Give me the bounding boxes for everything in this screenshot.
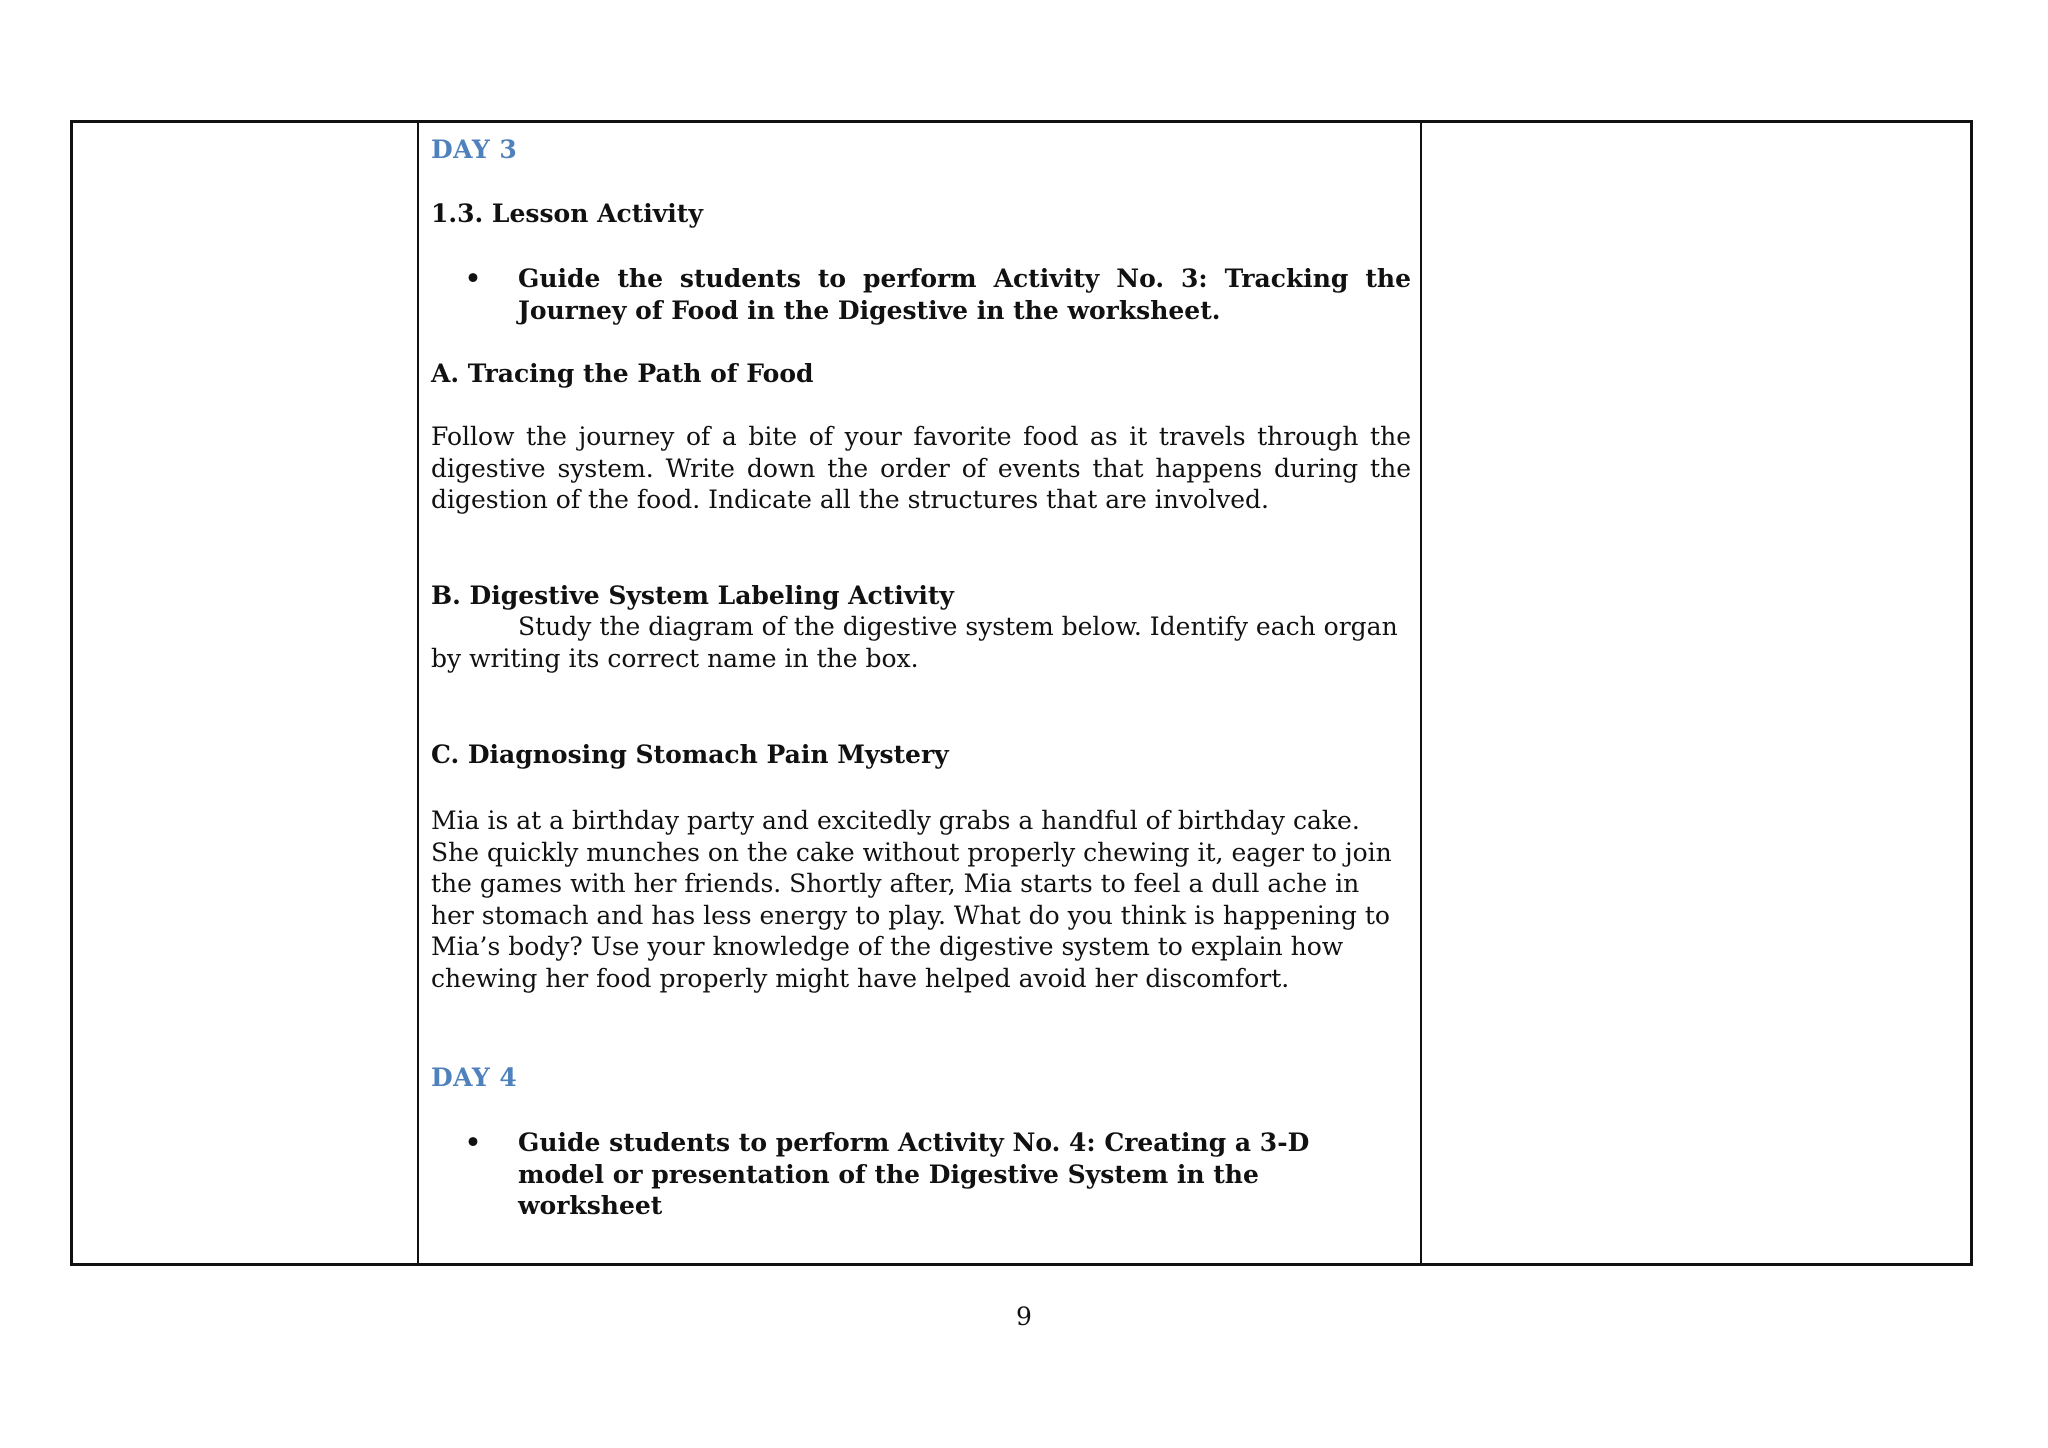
day-4-heading: DAY 4 [431,1063,518,1092]
lesson-activity-heading: 1.3. Lesson Activity [431,199,703,228]
day-3-bullet-item [465,263,1411,327]
day-3-bullet-text: Guide the students to perform Activity No. 3: Tracking the Journey of Food in the Digestive in the worksheet. [518,264,1411,325]
day-4-bullet-text: Guide students to perform Activity No. 4: Creating a 3-D model or presentation of the Digestive System in the worksheet [518,1128,1310,1220]
column-divider-left [417,123,419,1263]
part-b-body [431,611,1411,674]
part-c-title: C. Diagnosing Stomach Pain Mystery [431,740,949,769]
page-number: 9 [1016,1302,1032,1331]
part-c-body: Mia is at a birthday party and excitedly grabs a handful of birthday cake. She quickly munches on the cake without properly chewing it, eager to join the games with her friends. Shortly after, Mia starts to feel a dull ache in her stomach and has less energy to play. What do you think is happening to Mia’s body? Use your knowledge of the digestive system to explain how chewing her food properly might have helped avoid her discomfort. [431,806,1392,993]
day-3-heading: DAY 3 [431,135,518,164]
part-a-body: Follow the journey of a bite of your favorite food as it travels through the digestive system. Write down the order of events that happens during the digestion of the food. Indicate all the structures that are involved. [431,422,1411,514]
bullet-icon: • [465,264,481,293]
day-4-bullet-item [465,1127,1411,1223]
column-divider-right [1420,123,1422,1263]
part-b-body-text: Study the diagram of the digestive system below. Identify each organ by writing its correct name in the box. [431,612,1398,673]
bullet-icon: • [465,1128,481,1157]
part-b-title: B. Digestive System Labeling Activity [431,581,954,610]
part-a-title: A. Tracing the Path of Food [431,359,814,388]
lesson-plan-table [70,120,1973,1266]
